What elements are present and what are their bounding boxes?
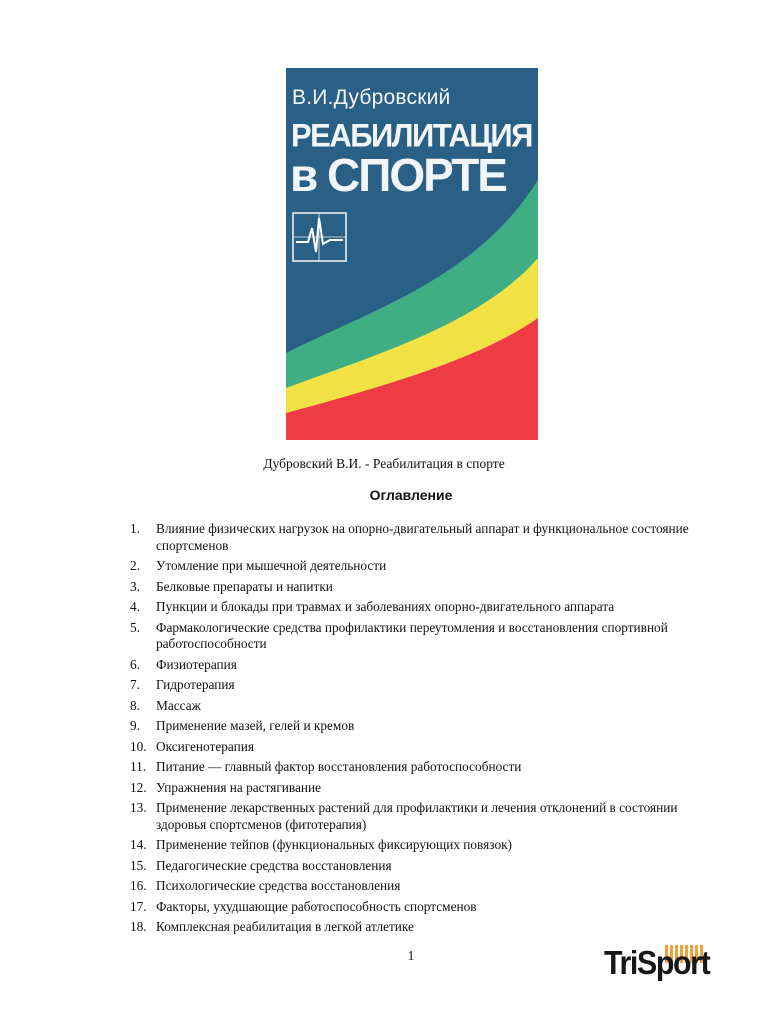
page-number: 1 — [407, 948, 415, 963]
toc-item-number: 14. — [130, 837, 147, 852]
book-caption: Дубровский В.И. - Реабилитация в спорте — [263, 456, 505, 471]
toc-item-text: Влияние физических нагрузок на опорно-двигательный аппарат и функциональное состояние спортсменов — [156, 521, 689, 553]
toc-item-number: 15. — [130, 857, 147, 873]
toc-heading: Оглавление — [369, 487, 453, 503]
toc-item-number: 1. — [130, 521, 140, 536]
toc-item-text: Фармакологические средства профилактики переутомления и восстановления спортивной работоспособности — [156, 619, 668, 651]
toc-item-number: 16. — [130, 878, 147, 893]
toc-item-number: 4. — [130, 599, 140, 614]
toc-item — [130, 739, 710, 756]
toc-item-number: 18. — [130, 919, 147, 934]
cover-author: В.И.Дубровский — [292, 86, 451, 109]
toc-item-number: 7. — [130, 677, 140, 692]
toc-item-text: Применение мазей, гелей и кремов — [156, 718, 355, 733]
toc-item-text: Факторы, ухудшающие работоспособность спортсменов — [156, 898, 477, 914]
toc-item-number: 13. — [130, 800, 147, 815]
toc-item — [130, 558, 710, 575]
toc-item — [130, 620, 710, 653]
toc-item-text: Применение лекарственных растений для профилактики и лечения отклонений в состоянии здоровья спортсменов (фитотерапия) — [156, 800, 678, 832]
toc-item — [130, 521, 710, 554]
toc-item — [130, 800, 710, 833]
cover-title-line1: РЕАБИЛИТАЦИЯ — [291, 117, 532, 154]
cover-title-line2: в СПОРТЕ — [290, 149, 506, 201]
toc-item-text: Гидротерапия — [156, 677, 235, 692]
toc-item-number: 12. — [130, 779, 147, 795]
toc-item-text: Оксигенотерапия — [156, 738, 254, 754]
toc-item-text: Массаж — [156, 697, 201, 713]
toc-item — [130, 677, 710, 694]
toc-item-text: Упражнения на растягивание — [156, 779, 322, 795]
book-cover — [286, 68, 538, 440]
toc-item-text: Применение тейпов (функциональных фиксирующих повязок) — [156, 837, 512, 852]
toc-item — [130, 780, 710, 797]
toc-item-text: Педагогические средства восстановления — [156, 857, 392, 873]
toc-item-text: Пункции и блокады при травмах и заболеваниях опорно-двигательного аппарата — [156, 599, 615, 614]
toc-item — [130, 718, 710, 735]
toc-item — [130, 837, 710, 854]
toc-item — [130, 599, 710, 616]
toc-item-text: Психологические средства восстановления — [156, 878, 401, 893]
table-of-contents — [130, 521, 710, 940]
toc-item-text: Физиотерапия — [156, 656, 237, 672]
toc-item-number: 11. — [130, 759, 147, 774]
toc-item — [130, 698, 710, 715]
toc-item — [130, 579, 710, 596]
toc-item-text: Питание — главный фактор восстановления работоспособности — [156, 759, 522, 774]
toc-item — [130, 759, 710, 776]
toc-item-text: Утомление при мышечной деятельности — [156, 558, 387, 573]
toc-item-number: 5. — [130, 619, 140, 635]
toc-item-number: 3. — [130, 578, 140, 594]
toc-item-number: 6. — [130, 656, 140, 672]
toc-item — [130, 858, 710, 875]
toc-item-number: 10. — [130, 738, 147, 754]
toc-item-number: 8. — [130, 697, 140, 713]
toc-item — [130, 878, 710, 895]
toc-item-number: 9. — [130, 718, 140, 733]
toc-item-number: 17. — [130, 898, 147, 914]
trisport-logo — [604, 944, 716, 982]
toc-item-text: Белковые препараты и напитки — [156, 578, 333, 594]
toc-item-text: Комплексная реабилитация в легкой атлетике — [156, 919, 414, 934]
toc-item — [130, 657, 710, 674]
toc-item-number: 2. — [130, 558, 140, 573]
logo-text: TriSport — [604, 944, 710, 981]
toc-item — [130, 899, 710, 916]
toc-item — [130, 919, 710, 936]
